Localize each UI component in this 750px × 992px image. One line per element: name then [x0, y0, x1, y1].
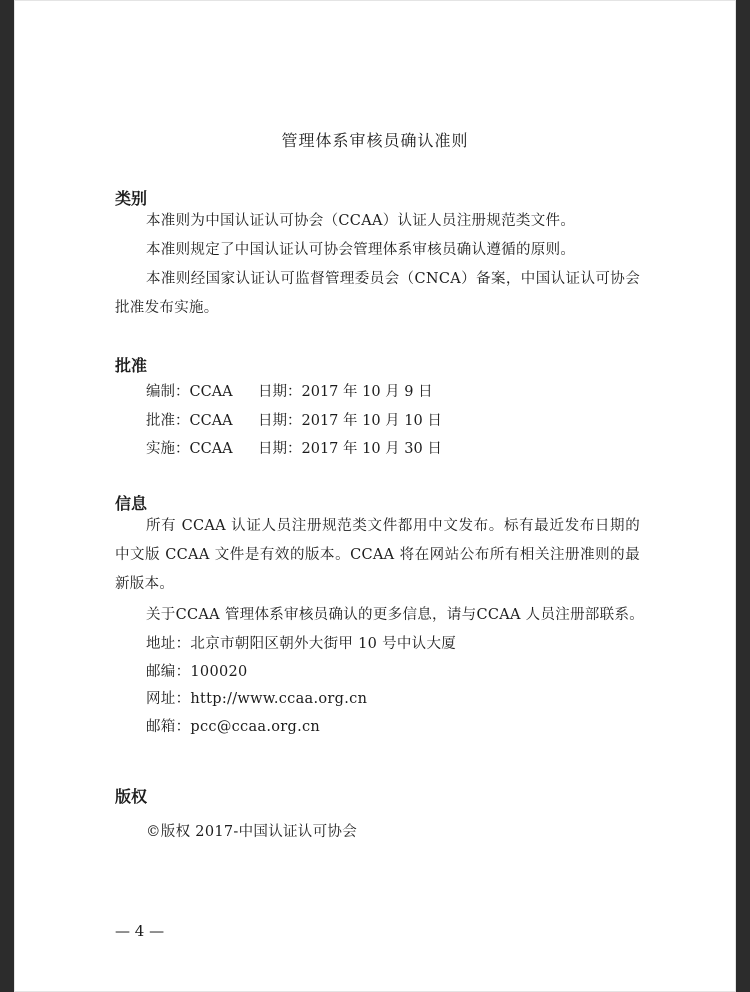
approval-label: 编制：CCAA [146, 384, 233, 400]
page-number: — 4 — [115, 922, 165, 940]
section-heading-approval: 批准 [115, 356, 148, 375]
info-website: 网址：http://www.ccaa.org.cn [146, 691, 368, 707]
category-paragraph-3: 本准则经国家认证认可监督管理委员会（CNCA）备案，中国认证认可协会批准发布实施。 [115, 271, 640, 316]
info-postcode: 邮编：100020 [146, 664, 248, 680]
approval-label: 实施：CCAA [146, 441, 233, 457]
approval-row-approved [146, 409, 442, 430]
section-heading-category: 类别 [115, 189, 148, 208]
category-paragraph-2: 本准则规定了中国认证认可协会管理体系审核员确认遵循的原则。 [146, 242, 576, 258]
document-page [14, 0, 736, 992]
category-paragraph-1: 本准则为中国认证认可协会（CCAA）认证人员注册规范类文件。 [146, 213, 576, 229]
approval-row-prepared [146, 380, 433, 401]
section-heading-copyright: 版权 [115, 787, 148, 806]
approval-label: 批准：CCAA [146, 413, 233, 429]
document-title: 管理体系审核员确认准则 [281, 131, 469, 150]
copyright-text: ©版权 2017-中国认证认可协会 [146, 824, 358, 840]
info-address: 地址：北京市朝阳区朝外大街甲 10 号中认大厦 [146, 636, 457, 652]
approval-row-implemented [146, 437, 442, 458]
approval-date: 日期：2017 年 10 月 10 日 [258, 413, 442, 429]
info-paragraph: 所有 CCAA 认证人员注册规范类文件都用中文发布。标有最近发布日期的中文版 CCAA 文件是有效的版本。CCAA 将在网站公布所有相关注册准则的最新版本。 [115, 518, 640, 592]
section-heading-info: 信息 [115, 494, 148, 513]
info-email: 邮箱：pcc@ccaa.org.cn [146, 719, 321, 735]
approval-date: 日期：2017 年 10 月 30 日 [258, 441, 442, 457]
info-contact-intro: 关于CCAA 管理体系审核员确认的更多信息，请与CCAA 人员注册部联系。 [146, 607, 645, 623]
approval-date: 日期：2017 年 10 月 9 日 [258, 384, 433, 400]
